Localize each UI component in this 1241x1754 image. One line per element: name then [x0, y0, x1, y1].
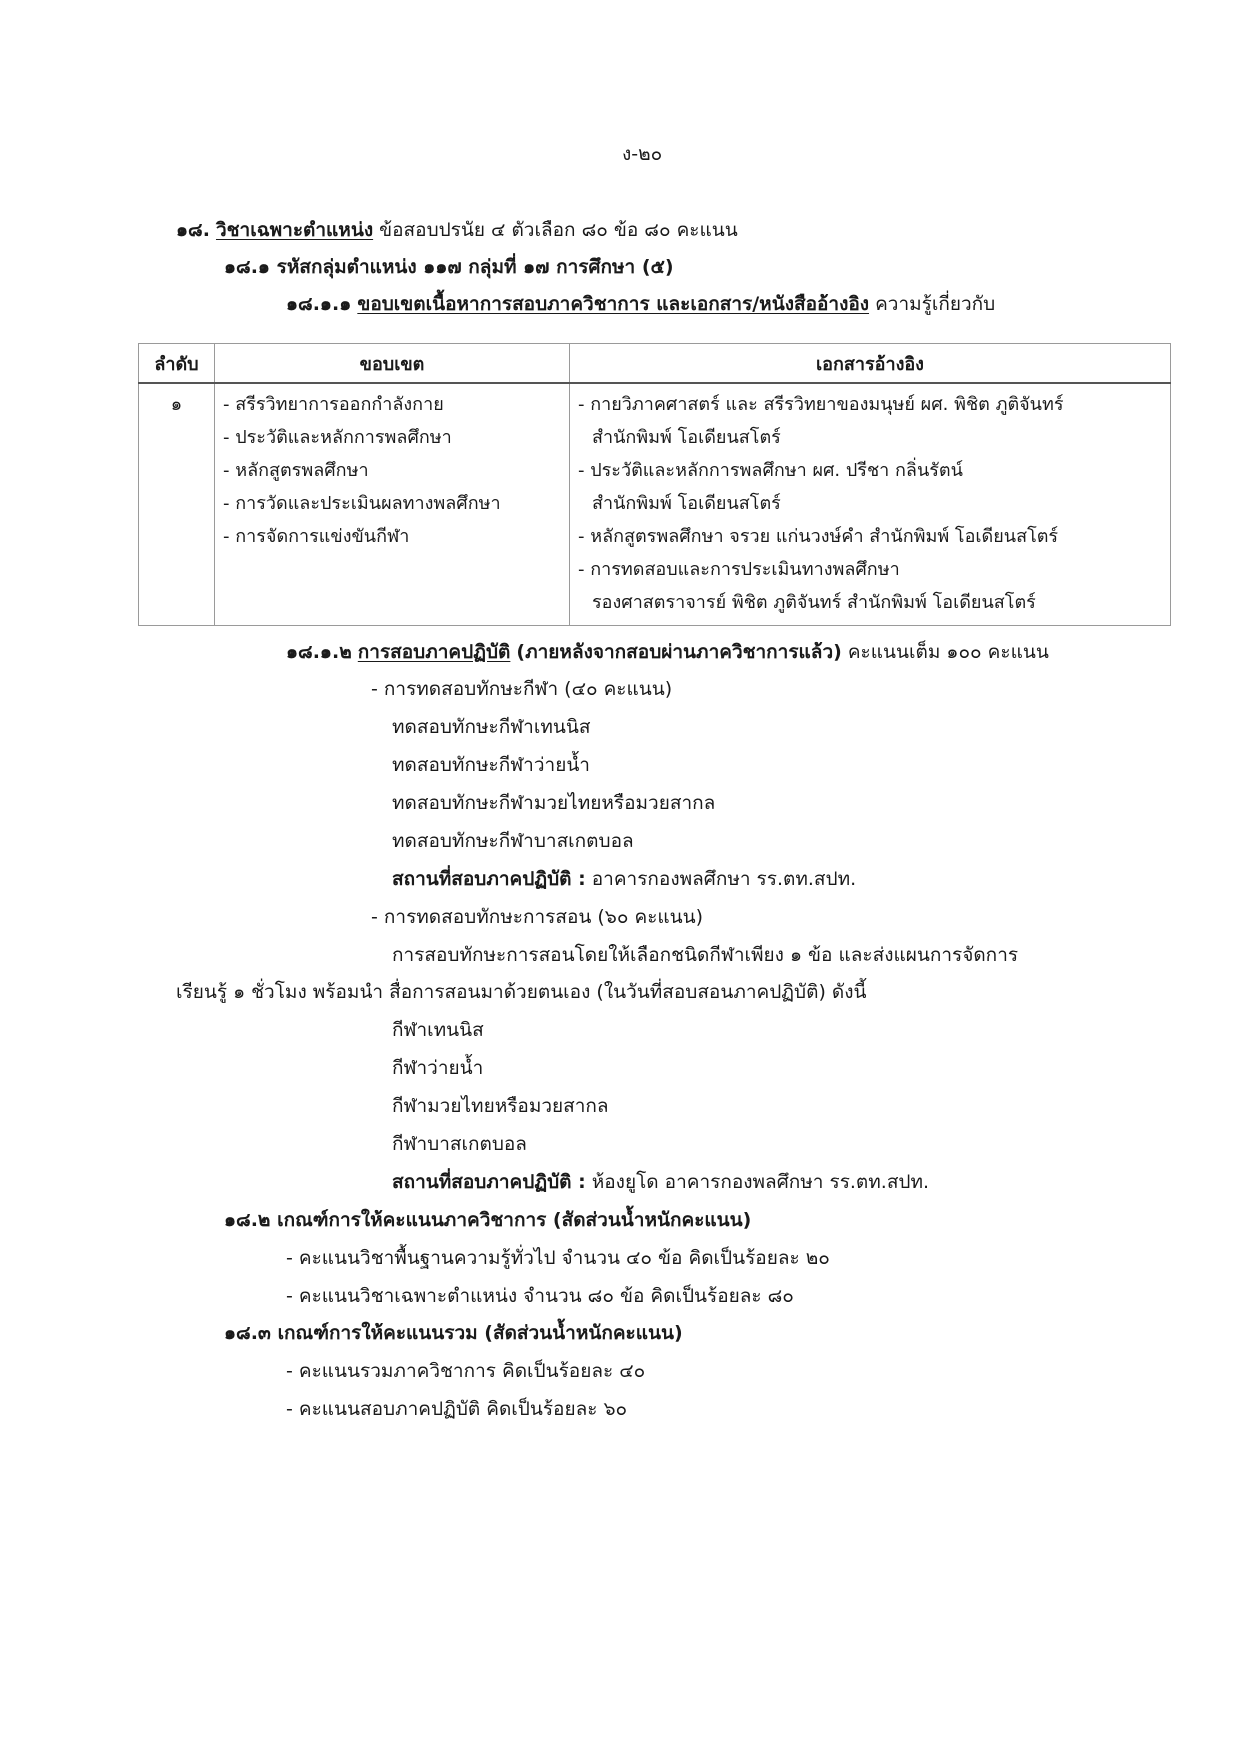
teaching-paragraph-line-1: การสอบทักษะการสอนโดยให้เลือกชนิดกีฬาเพียง ๑ ข้อ และส่งแผนการจัดการ	[392, 944, 1019, 966]
section-number: ๑๘.	[176, 219, 210, 241]
skill-test-item: ทดสอบทักษะกีฬาเทนนิส	[392, 716, 591, 738]
table-row	[139, 383, 1171, 626]
header-order: ลำดับ	[139, 344, 215, 384]
venue-line-2	[392, 1173, 929, 1192]
subsection-1-1-number: ๑๘.๑.๑	[286, 293, 352, 315]
subsection-1-2-heading	[286, 643, 1049, 662]
reference-line: สำนักพิมพ์ โอเดียนสโตร์	[592, 493, 781, 514]
subsection-1-number: ๑๘.๑	[224, 256, 270, 278]
reference-line: - กายวิภาคศาสตร์ และ สรีรวิทยาของมนุษย์ ผศ. พิชิต ภูติจันทร์	[578, 394, 1064, 415]
scope-item: - สรีรวิทยาการออกกำลังกาย	[223, 394, 444, 415]
scope-item: - หลักสูตรพลศึกษา	[223, 460, 369, 481]
section-description: ข้อสอบปรนัย ๔ ตัวเลือก ๘๐ ข้อ ๘๐ คะแนน	[379, 219, 738, 241]
table-header-row	[139, 344, 1171, 384]
reference-line: - ประวัติและหลักการพลศึกษา ผศ. ปรีชา กลิ่นรัตน์	[578, 460, 963, 481]
reference-line: รองศาสตราจารย์ พิชิต ภูติจันทร์ สำนักพิมพ์ โอเดียนสโตร์	[592, 592, 1036, 613]
subsection-2-title: เกณฑ์การให้คะแนนภาควิชาการ (สัดส่วนน้ำหนักคะแนน)	[277, 1209, 752, 1231]
venue-label: สถานที่สอบภาคปฏิบัติ :	[392, 868, 586, 890]
subsection-1-1-suffix: ความรู้เกี่ยวกับ	[875, 293, 996, 315]
section-title: วิชาเฉพาะตำแหน่ง	[215, 219, 374, 241]
subsection-3-heading	[224, 1324, 683, 1343]
teaching-test-heading: - การทดสอบทักษะการสอน (๖๐ คะแนน)	[371, 906, 704, 928]
header-references: เอกสารอ้างอิง	[570, 344, 1171, 384]
subsection-1-2-suffix: คะแนนเต็ม ๑๐๐ คะแนน	[847, 641, 1049, 663]
subsection-1-heading	[224, 258, 674, 277]
scoring-item: - คะแนนวิชาเฉพาะตำแหน่ง จำนวน ๘๐ ข้อ คิดเป็นร้อยละ ๘๐	[286, 1285, 794, 1307]
scoring-item: - คะแนนสอบภาคปฏิบัติ คิดเป็นร้อยละ ๖๐	[286, 1398, 628, 1420]
reference-line: - การทดสอบและการประเมินทางพลศึกษา	[578, 559, 900, 580]
subsection-1-2-title: การสอบภาคปฏิบัติ	[357, 641, 511, 663]
teaching-sport-item: กีฬามวยไทยหรือมวยสากล	[392, 1095, 609, 1117]
header-scope: ขอบเขต	[215, 344, 570, 384]
scope-item: - ประวัติและหลักการพลศึกษา	[223, 427, 452, 448]
venue-text: อาคารกองพลศึกษา รร.ตท.สปท.	[591, 868, 857, 890]
subsection-1-1-heading	[286, 295, 995, 314]
skill-test-item: ทดสอบทักษะกีฬามวยไทยหรือมวยสากล	[392, 792, 716, 814]
section-heading	[176, 221, 738, 240]
cell-scope	[215, 383, 570, 626]
reference-table	[138, 343, 1171, 626]
subsection-2-heading	[224, 1211, 751, 1230]
subsection-3-title: เกณฑ์การให้คะแนนรวม (สัดส่วนน้ำหนักคะแนน)	[277, 1322, 683, 1344]
teaching-paragraph-line-2: เรียนรู้ ๑ ชั่วโมง พร้อมนำ สื่อการสอนมาด้วยตนเอง (ในวันที่สอบสอนภาคปฏิบัติ) ดังนี้	[176, 981, 867, 1003]
reference-line: - หลักสูตรพลศึกษา จรวย แก่นวงษ์คำ สำนักพิมพ์ โอเดียนสโตร์	[578, 526, 1059, 547]
subsection-1-2-note: (ภายหลังจากสอบผ่านภาควิชาการแล้ว)	[516, 641, 842, 663]
scope-item: - การวัดและประเมินผลทางพลศึกษา	[223, 493, 501, 514]
order-value: ๑	[170, 394, 183, 415]
skill-test-item: ทดสอบทักษะกีฬาว่ายน้ำ	[392, 754, 590, 776]
venue-text: ห้องยูโด อาคารกองพลศึกษา รร.ตท.สปท.	[591, 1171, 930, 1193]
cell-order	[139, 383, 215, 626]
scoring-item: - คะแนนรวมภาควิชาการ คิดเป็นร้อยละ ๔๐	[286, 1360, 646, 1382]
subsection-1-1-title: ขอบเขตเนื้อหาการสอบภาควิชาการ และเอกสาร/หนังสืออ้างอิง	[357, 293, 870, 315]
skill-test-heading: - การทดสอบทักษะกีฬา (๔๐ คะแนน)	[371, 678, 673, 700]
subsection-1-title: รหัสกลุ่มตำแหน่ง ๑๑๗ กลุ่มที่ ๑๗ การศึกษา (๕)	[276, 256, 674, 278]
teaching-sport-item: กีฬาว่ายน้ำ	[392, 1057, 484, 1079]
subsection-1-2-number: ๑๘.๑.๒	[286, 641, 352, 663]
subsection-3-number: ๑๘.๓	[224, 1322, 271, 1344]
venue-line-1	[392, 870, 856, 889]
venue-label: สถานที่สอบภาคปฏิบัติ :	[392, 1171, 586, 1193]
page-number: ง-๒๐	[622, 143, 663, 165]
skill-test-item: ทดสอบทักษะกีฬาบาสเกตบอล	[392, 830, 634, 852]
teaching-sport-item: กีฬาเทนนิส	[392, 1019, 484, 1041]
scope-item: - การจัดการแข่งขันกีฬา	[223, 526, 410, 547]
scoring-item: - คะแนนวิชาพื้นฐานความรู้ทั่วไป จำนวน ๔๐ ข้อ คิดเป็นร้อยละ ๒๐	[286, 1247, 830, 1269]
reference-line: สำนักพิมพ์ โอเดียนสโตร์	[592, 427, 781, 448]
cell-references	[570, 383, 1171, 626]
teaching-sport-item: กีฬาบาสเกตบอล	[392, 1133, 527, 1155]
subsection-2-number: ๑๘.๒	[224, 1209, 271, 1231]
